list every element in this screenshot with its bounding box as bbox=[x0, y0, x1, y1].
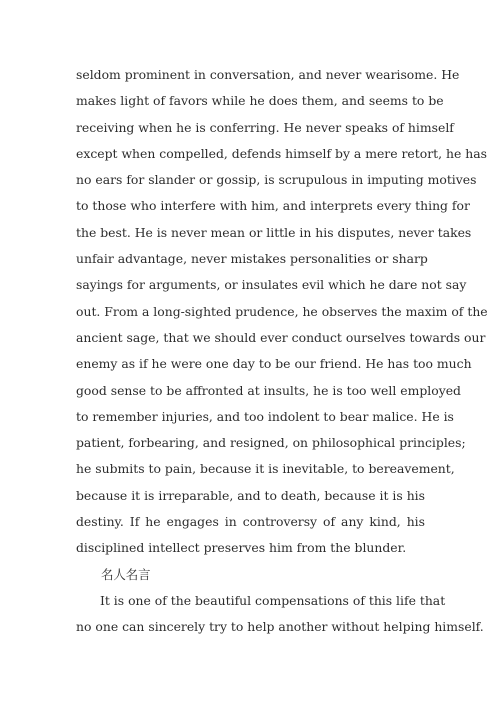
text-line: sayings for arguments, or insulates evil which he dare not say bbox=[76, 277, 467, 293]
text-line: ancient sage, that we should ever conduct ourselves towards our bbox=[76, 329, 486, 345]
text-line: makes light of favors while he does them, and seems to be bbox=[76, 93, 444, 109]
paragraph-2 bbox=[76, 588, 484, 641]
body-text bbox=[76, 62, 488, 641]
text-line: the best. He is never mean or little in his disputes, never takes bbox=[76, 224, 472, 240]
text-line: It is one of the beautiful compensations of this life that bbox=[100, 592, 446, 608]
text-line: receiving when he is conferring. He never speaks of himself bbox=[76, 119, 454, 135]
text-line: no one can sincerely try to help another without helping himself. bbox=[76, 619, 484, 635]
text-line: patient, forbearing, and resigned, on philosophical principles; bbox=[76, 435, 466, 451]
text-line: destiny. If he engages in controversy of any kind, his bbox=[76, 514, 425, 530]
paragraph-1 bbox=[76, 62, 488, 562]
text-line: enemy as if he were one day to be our friend. He has too much bbox=[76, 356, 472, 372]
text-line: out. From a long-sighted prudence, he observes the maxim of the bbox=[76, 303, 488, 319]
text-line: seldom prominent in conversation, and never wearisome. He bbox=[76, 67, 460, 82]
section-heading: 名人名言 bbox=[101, 566, 151, 582]
text-line: he submits to pain, because it is inevitable, to bereavement, bbox=[76, 461, 455, 477]
text-line: because it is irreparable, and to death, because it is his bbox=[76, 487, 425, 503]
text-line: to remember injuries, and too indolent to bear malice. He is bbox=[76, 408, 454, 424]
text-line: disciplined intellect preserves him from the blunder. bbox=[76, 540, 407, 556]
text-line: except when compelled, defends himself by a mere retort, he has bbox=[76, 145, 487, 161]
text-line: good sense to be affronted at insults, he is too well employed bbox=[76, 382, 461, 398]
text-line: no ears for slander or gossip, is scrupulous in imputing motives bbox=[76, 172, 477, 188]
text-line: unfair advantage, never mistakes personalities or sharp bbox=[76, 251, 428, 267]
text-line: to those who interfere with him, and interprets every thing for bbox=[76, 198, 470, 214]
